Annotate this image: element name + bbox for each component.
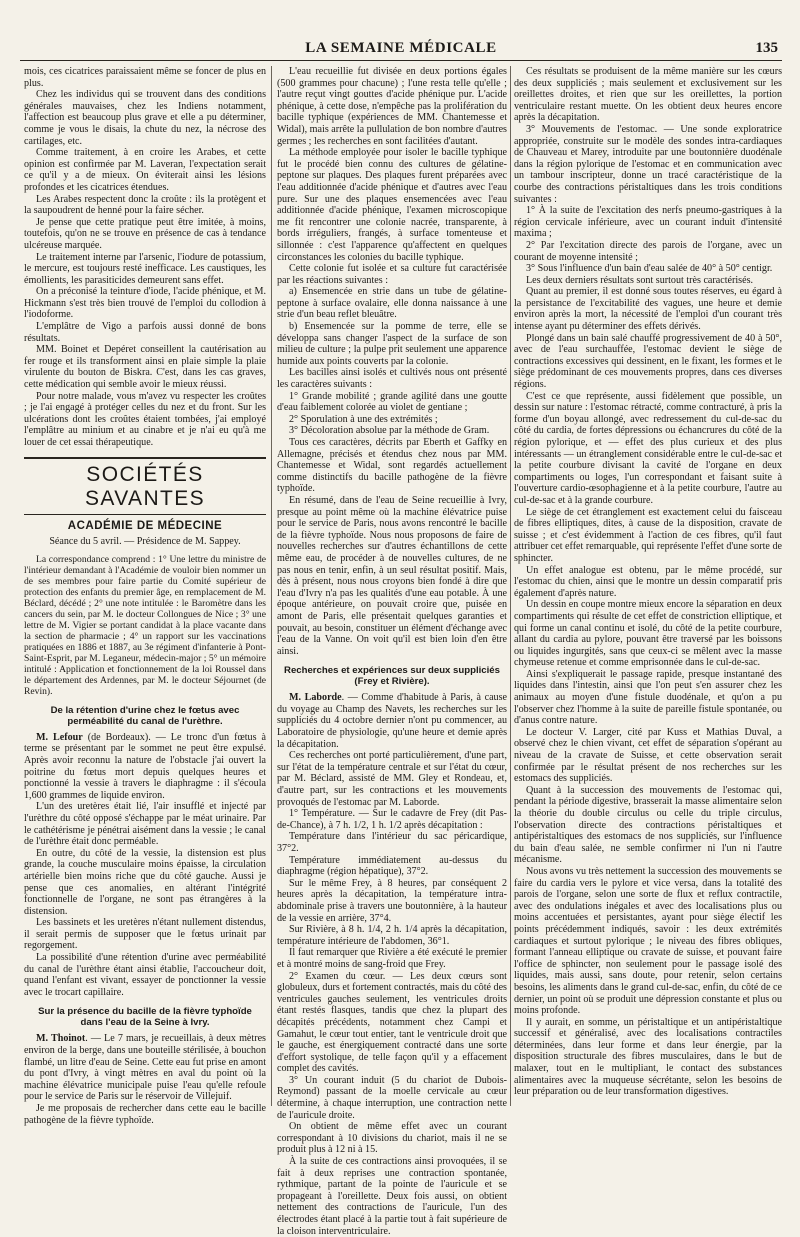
paragraph: MM. Boinet et Depéret conseillent la cautérisation au fer rouge et ils transforment ainsi en plaie simple la plaie virulente du bouton de Biskra. C'est, dans les cas graves, cette médication qui semble avoir le mieux réussi. xyxy=(24,344,266,391)
paragraph: Température immédiatement au-dessus du diaphragme (région hépatique), 37°2. xyxy=(277,854,507,878)
paragraph: On obtient de même effet avec un courant correspondant à 10 divisions du chariot, mais il ne se produit plus à 12 ni à 15. xyxy=(277,1121,507,1156)
paragraph: Pour notre malade, vous m'avez vu respecter les croûtes ; je l'ai engagé à protéger celles du nez et du front. Sur les ulcérations dont les croûtes étaient tombées, j'ai employé l'emplâtre au minium et au cinabre et je n'ai eu qu'à me louer de cet essai thérapeutique. xyxy=(24,390,266,448)
page-number: 135 xyxy=(755,40,778,56)
paragraph: mois, ces cicatrices paraissaient même se foncer de plus en plus. xyxy=(24,66,266,89)
article-heading: De la rétention d'urine chez le fœtus avec perméabilité du canal de l'urèthre. xyxy=(50,704,240,727)
page-header xyxy=(20,36,782,61)
paragraph: On a préconisé la teinture d'iode, l'acide phénique, et M. Hickmann s'est très bien trouvé de l'emploi du collodion à l'iodoforme. xyxy=(24,286,266,321)
paragraph: 2° Sporulation à une des extrémités ; xyxy=(289,413,438,425)
paragraph: Cette colonie fut isolée et sa culture fut caractérisée par les réactions suivantes : xyxy=(277,263,507,286)
paragraph: Les Arabes respectent donc la croûte : ils la protègent et la saupoudrent de henné pour la faire sécher. xyxy=(24,193,266,217)
section-title: SOCIÉTÉS SAVANTES xyxy=(84,462,206,510)
article-heading: Sur la présence du bacille de la fièvre typhoïde dans l'eau de la Seine à Ivry. xyxy=(38,1006,252,1029)
paragraph: Les bassinets et les uretères n'étant nullement distendus, il serait permis de supposer que le fœtus urinait par regorgement. xyxy=(24,917,266,952)
paragraph: Le traitement interne par l'arsenic, l'iodure de potassium, le mercure, est toujours resté inefficace. Les caustiques, les émollients, les parasiticides demeurent sans effet. xyxy=(24,251,266,286)
paragraph: À la suite de ces contractions ainsi provoquées, il se fait à deux reprises une contraction spontanée, rythmique, partant de la pointe de l'auricule et se propageant à l'oreillette. Deux fois aussi, on obtient nettement des contractions de l'auricule, l'un des électrodes étant placé à la partie tout à fait supérieure de la cloison interventriculaire. xyxy=(277,1156,507,1237)
paragraph: Sur le même Frey, à 8 heures, par conséquent 2 heures après la décapitation, la température intra-abdominale prise à travers une boutonnière, à la hauteur de la vessie en arrière, 37°4. xyxy=(277,877,507,924)
paragraph: Les bacilles ainsi isolés et cultivés nous ont présenté les caractères suivants : xyxy=(277,367,507,391)
paragraph: (de Bordeaux). — Le tronc d'un fœtus à terme se présentant par le sommet ne peut être expulsé. Après avoir reconnu la nature de l'obstacle j'ai ouvert la poitrine du fœtus mort depuis quelques heures et ponctionné la vessie à travers le diaphragme : il s'écoula 1,600 grammes de liquide environ. xyxy=(24,731,266,801)
paragraph: Un effet analogue est obtenu, par le même procédé, sur l'estomac du chien, ainsi que le montre un dessin comparatif pris également d'après nature. xyxy=(514,564,782,599)
paragraph: Ces résultats se produisent de la même manière sur les cœurs des deux suppliciés ; mais seulement et exclusivement sur les oreillettes droites, et rien que sur les oreillettes, la portion ventriculaire restant muette. On les obtient deux heures encore après la décapitation. xyxy=(514,66,782,124)
paragraph: 3° Sous l'influence d'un bain d'eau salée de 40° à 50° centigr. xyxy=(526,263,773,275)
column-rule xyxy=(271,66,272,1106)
paragraph: Je pense que cette pratique peut être imitée, à moins, toutefois, qu'on ne se trouve en présence de cas à tendance ulcéreuse marquée. xyxy=(24,216,266,251)
paragraph: 3° Mouvements de l'estomac. — Une sonde exploratrice appropriée, construite sur le modèle des sondes intra-cardiaques de Chauveau et Marey, introduite par une boutonnière duodénale dans la région pylorique de l'estomac et en communication avec un tambour inscripteur, donne un tracé caractéristique de la courbe des contractions péristaltiques dans les trois conditions suivantes : xyxy=(514,123,782,205)
paragraph: Chez les individus qui se trouvent dans des conditions générales mauvaises, chez les Indiens notamment, l'affection est beaucoup plus grave et elle a pu déterminer, comme je vous le disais, la chute du nez, la nécrose des cartilages, etc. xyxy=(24,89,266,147)
paragraph: Ainsi s'expliquerait le passage rapide, presque instantané des liquides dans l'intestin, ainsi que l'on peut s'en assurer chez les animaux au moyen d'une fistule duodénale, et qu'on a pu l'observer chez l'homme à la suite de pareille fistule spontanée, ou d'anus contre nature. xyxy=(514,668,782,727)
paragraph: Il y aurait, en somme, un péristaltique et un antipéristaltique successif et généralisé, avec des localisations contractiles déterminées, dans leur forme et dans leur énergie, par la disposition structurale des fibres musculaires, dans le but de malaxer, tout en le multipliant, le contact des substances alimentaires avec la muqueuse sécrétante, selon les besoins de leur préparation ou de leur transformation digestives. xyxy=(514,1016,782,1098)
paragraph: Plongé dans un bain salé chauffé progressivement de 40 à 50°, avec de l'eau surchauffée, l'estomac devient le siège de contractions excessives qui dessinent, en le fixant, les formes et le siège prédominant de ces mouvements propres, dans ces diverses régions. xyxy=(514,332,782,391)
paragraph: Comme traitement, à en croire les Arabes, et cette opinion est confirmée par M. Laveran, l'expectation serait ce qu'il y a de mieux. On éviterait ainsi les lésions profondes et les cicatrices étendues. xyxy=(24,147,266,193)
column-right xyxy=(514,66,782,1114)
paragraph: . — Comme d'habitude à Paris, à cause du voyage au Champ des Navets, les recherches sur les suppliciés du 4 octobre dernier n'ont pu commencer, au Laboratoire de physiologie, qu'une heure et demie après la décapitation. xyxy=(277,692,508,750)
speaker-name: M. Laborde xyxy=(289,692,342,704)
paragraph: 2° Examen du cœur. — Les deux cœurs sont globuleux, durs et fortement contractés, mais du côté des ventricules gauches seulement, les ventricules droits étant restés flasques, tandis que chez la plupart des décapités précédents, notamment chez Campi et Gamahut, le cœur tout entier, tant le ventricule droit que le gauche, est énergiquement contracté dans une sorte d'effort systolique, de telle façon qu'il y a effacement complet des cavités. xyxy=(277,970,507,1075)
masthead-title: LA SEMAINE MÉDICALE xyxy=(305,40,497,56)
paragraph: b) Ensemencée sur la pomme de terre, elle se développa sans changer l'aspect de la surface de son milieu de culture ; la pulpe prit seulement une apparence humide aux points couverts par la colonie. xyxy=(277,321,507,367)
column-middle xyxy=(277,66,508,1237)
paragraph: 3° Décoloration absolue par la méthode de Gram. xyxy=(289,425,490,437)
paragraph: Nous avons vu très nettement la succession des mouvements se faire du cardia vers le pylore et vice versa, dans la totalité des parois de l'organe, selon une sorte de flux et reflux contractile, avec des ondulations inégales et avec des localisations plus ou moins accentuées et persistantes, ayant pour siège électif les points précédemment indiqués, savoir : les deux extrémités cardiaques et surtout pylorique ; le niveau des fibres obliques, formant l'anneau elliptique ou cravate de suisse, et pouvant faire l'office de sphincter, non seulement pour le passage isolé des liquides, mais aussi, sans doute, pour retenir, selon certains besoins, les aliments dans le grand cul-de-sac, enfin, du côté de ce dernier, un point où se produit une dépression constante et plus ou moins profonde. xyxy=(514,865,782,1017)
paragraph: Ces recherches ont porté particulièrement, d'une part, sur l'état de la température centrale et sur l'état du cœur, par M. Béclard, assisté de MM. Gley et Rondeau, et, d'autre part, sur les contractions et les mouvements provoqués de l'estomac par M. Laborde. xyxy=(277,750,507,808)
paragraph: Quant au premier, il est donné sous toutes réserves, eu égard à la persistance de l'excitabilité des vagues, une heure et demie environ après la mort, la nécessité de l'emploi d'un courant très intense ayant pu déterminer des effets dérivés. xyxy=(514,286,782,333)
paragraph: C'est ce que représente, aussi fidèlement que possible, un dessin sur nature : l'estomac rétracté, comme contracturé, à pris la forme d'un boyau allongé, avec redressement du cul-de-sac du côté du cardia, de fortes dépressions ou échancrures du côté de la région pylorique, et — effet des plus curieux et des plus intéressants — un étranglement considérable entre le cul-de-sac et la petite courbure divisant la cavité de l'organe en deux compartiments ou loges, l'un correspondant et faisant suite à l'ouverture cardio-œsophagienne et à la petite courbure, l'autre au cul-de-sac et à la grande courbure. xyxy=(514,390,782,506)
paragraph: Il faut remarquer que Rivière a été exécuté le premier et à montré moins de sang-froid que Frey. xyxy=(277,947,507,970)
paragraph: Les deux derniers résultats sont surtout très caractérisés. xyxy=(526,274,754,286)
speaker-name: M. Lefour xyxy=(36,731,83,743)
academy-heading: ACADÉMIE DE MÉDECINE xyxy=(67,519,223,532)
paragraph: La méthode employée pour isoler le bacille typhique fut le procédé bien connu des cultures de gélatine-peptone sur plaques. Des plaques furent préparées avec l'eau additionnée d'acide phénique et d'autres avec l'eau pure. Sur une des plaques ensemencées avec l'eau additionnée d'acide phénique, l'examen microscopique me fit rencontrer une colonie nacrée, transparente, à bords irréguliers, frangés, à surface tomenteuse et sillonnée : c'est l'apparence qu'affectent en quelques circonstances les colonies du bacille typhique. xyxy=(277,147,507,263)
article-heading: Recherches et expériences sur deux suppliciés (Frey et Rivière). xyxy=(284,665,500,688)
column-rule xyxy=(510,66,511,1106)
paragraph: Quant à la succession des mouvements de l'estomac qui, pendant la période digestive, brasserait la masse alimentaire selon la théorie du double circulus ou celle du triple circulus, l'observation directe des contractions péristaltiques et antipéristaltiques des estomacs de nos suppliciés, sur l'influence du bain d'eau salée, ne semble confirmer ni l'un ni l'autre mécanisme. xyxy=(514,784,782,866)
paragraph: 1° Grande mobilité ; grande agilité dans une goutte d'eau faiblement colorée au violet de gentiane ; xyxy=(277,390,507,414)
paragraph: a) Ensemencée en strie dans un tube de gélatine-peptone à surface ovalaire, elle donna naissance à une strie d'un beau reflet bleuâtre. xyxy=(277,286,507,321)
speaker-name: M. Thoinot xyxy=(36,1033,86,1045)
column-left xyxy=(24,66,266,1126)
paragraph: L'eau recueillie fut divisée en deux portions égales (500 grammes pour chacune) ; l'une resta telle qu'elle ; l'autre reçut vingt gouttes d'acide phénique pur. L'acide phénique, à cette dose, n'empêche pas la prolifération du bacille typhique (expériences de MM. Chantemesse et Widal), mais arrête la pullulation de bon nombre d'autres germes ; les recherches en sont facilitées d'autant. xyxy=(277,66,507,147)
paragraph: 1° À la suite de l'excitation des nerfs pneumo-gastriques à la région cervicale inférieure, avec un courant induit d'intensité maxima ; xyxy=(514,205,782,240)
paragraph: 1° Température. — Sur le cadavre de Frey (dit Pas-de-Chance), à 7 h. 1/2, 1 h. 1/2 après décapitation : xyxy=(277,808,507,831)
paragraph: Tous ces caractères, décrits par Eberth et Gaffky en Allemagne, précisés et étendus chez nous par MM. Chantemesse et Widal, sont regardés actuellement comme distinctifs du bacille pathogène de la fièvre typhoïde. xyxy=(277,437,507,495)
paragraph: L'un des uretères était lié, l'air insufflé et injecté par l'urèthre du côté opposé s'échappe par le méat urinaire. Par le cathétérisme je pénétrai aisément dans la vessie ; le canal de l'urèthre était donc perméable. xyxy=(24,801,266,848)
paragraph: La possibilité d'une rétention d'urine avec perméabilité du canal de l'urèthre étant ainsi établie, l'accoucheur doit, quand l'enfant est vivant, essayer de ponctionner la vessie avec le trocart capillaire. xyxy=(24,952,266,998)
paragraph: Sur Rivière, à 8 h. 1/4, 2 h. 1/4 après la décapitation, température intérieure de l'abdomen, 36°1. xyxy=(277,924,507,947)
paragraph: L'emplâtre de Vigo a parfois aussi donné de bons résultats. xyxy=(24,321,266,344)
paragraph: 2° Par l'excitation directe des parois de l'organe, avec un courant de moyenne intensité ; xyxy=(514,239,782,263)
correspondence-paragraph: La correspondance comprend : 1° Une lettre du ministre de l'intérieur demandant à l'Académie de vouloir bien nommer un de ses membres pour faire partie du Comité supérieur de protection des enfants du premier âge, en remplacement de M. Béclard, décédé ; 2° une note intitulée : le Baromètre dans les cancers du sein, par M. le docteur Collongues de Nice ; 3° une lettre de M. Vigier se portant candidat à la place vacante dans la section de pharmacie ; 4° un rapport sur les vaccinations pratiquées en 1886 et 1887, au 3e régiment d'infanterie à Pont-Saint-Esprit, par M. Leganeur, médecin-major ; 5° un mémoire intitulé : Application et fonctionnement de la loi Roussel dans le département des Ardennes, par M. le docteur Séjournet (de Revin). xyxy=(24,553,266,697)
section-banner xyxy=(24,457,266,515)
paragraph: En résumé, dans de l'eau de Seine recueillie à Ivry, presque au point même où la machine élévatrice puise pour le service de Paris, nous avons rencontré le bacille de la fièvre typhoïde. Nous nous proposons de faire de nouvelles recherches sur d'autres échantillons de cette même eau, de procéder à de nouvelles cultures, de ne pas nous en tenir, enfin, à un seul résultat positif. Mais, dès à présent, nous nous croyons bien fondé à dire que l'eau d'Ivry n'a pas les qualités d'une eau potable. À une époque antérieure, on pouvait croire que, puisée en amont de Paris, elle présentait quelques garanties et pouvait, au besoin, constituer un élément d'échange avec l'eau de la Vanne. On voit qu'il est bien loin d'en être ainsi. xyxy=(277,494,507,657)
session-line: Séance du 5 avril. — Présidence de M. Sappey. xyxy=(49,536,241,548)
paragraph: Le docteur V. Larger, cité par Kuss et Mathias Duval, a observé chez le chien vivant, cet effet de séparation s'opérant au niveau de la cravate de Suisse, et cette observation serait confirmée par le résultat présent de nos recherches sur les estomacs des suppliciés. xyxy=(514,726,782,785)
paragraph: Un dessin en coupe montre mieux encore la séparation en deux compartiments qui résulte de cet effet de constriction elliptique, et qui forme un canal continu et isolé, du côté de la petite courbure, allant du cardia au pylore, pouvant être traversé par les boissons ou liquides ingurgités, sans que ceux-ci se mêlent avec la masse chymeuse retenue et comme emprisonnée dans le cul-de-sac. xyxy=(514,599,782,669)
paragraph: 3° Un courant induit (5 du chariot de Dubois-Reymond) passant de la moelle cervicale au cœur détermine, à chaque interruption, une contraction nette de l'auricule droite. xyxy=(277,1074,507,1121)
paragraph: Température dans l'intérieur du sac péricardique, 37°2. xyxy=(277,831,507,854)
paragraph: Je me proposais de rechercher dans cette eau le bacille pathogène de la fièvre typhoïde. xyxy=(24,1103,266,1126)
paragraph: En outre, du côté de la vessie, la distension est plus grande, la couche musculaire moins épaisse, la circulation artérielle bien moins riche que du côté gauche. Aussi je pense que ces anomalies, en altérant l'intégrité fonctionnelle de l'organe, ne sont pas étrangères à la distension. xyxy=(24,847,266,917)
paragraph: . — Le 7 mars, je recueillais, à deux mètres environ de la berge, dans une bouteille stérilisée, à bouchon flambé, un litre d'eau de Seine. Cette eau fut prise en amont du pont d'Ivry, à vingt mètres en aval du point où la machine élévatrice municipale puise l'eau qu'elle refoule pour le service de Paris sur le réservoir de Villejuif. xyxy=(24,1033,266,1103)
paragraph: Le siège de cet étranglement est exactement celui du faisceau de fibres elliptiques, dites, à cause de la disposition, cravate de suisse ; et c'est évidemment à l'action de ces fibres, qu'il faut attribuer cet effet remarquable, qui représente l'effet d'une sorte de sphincter. xyxy=(514,506,782,564)
